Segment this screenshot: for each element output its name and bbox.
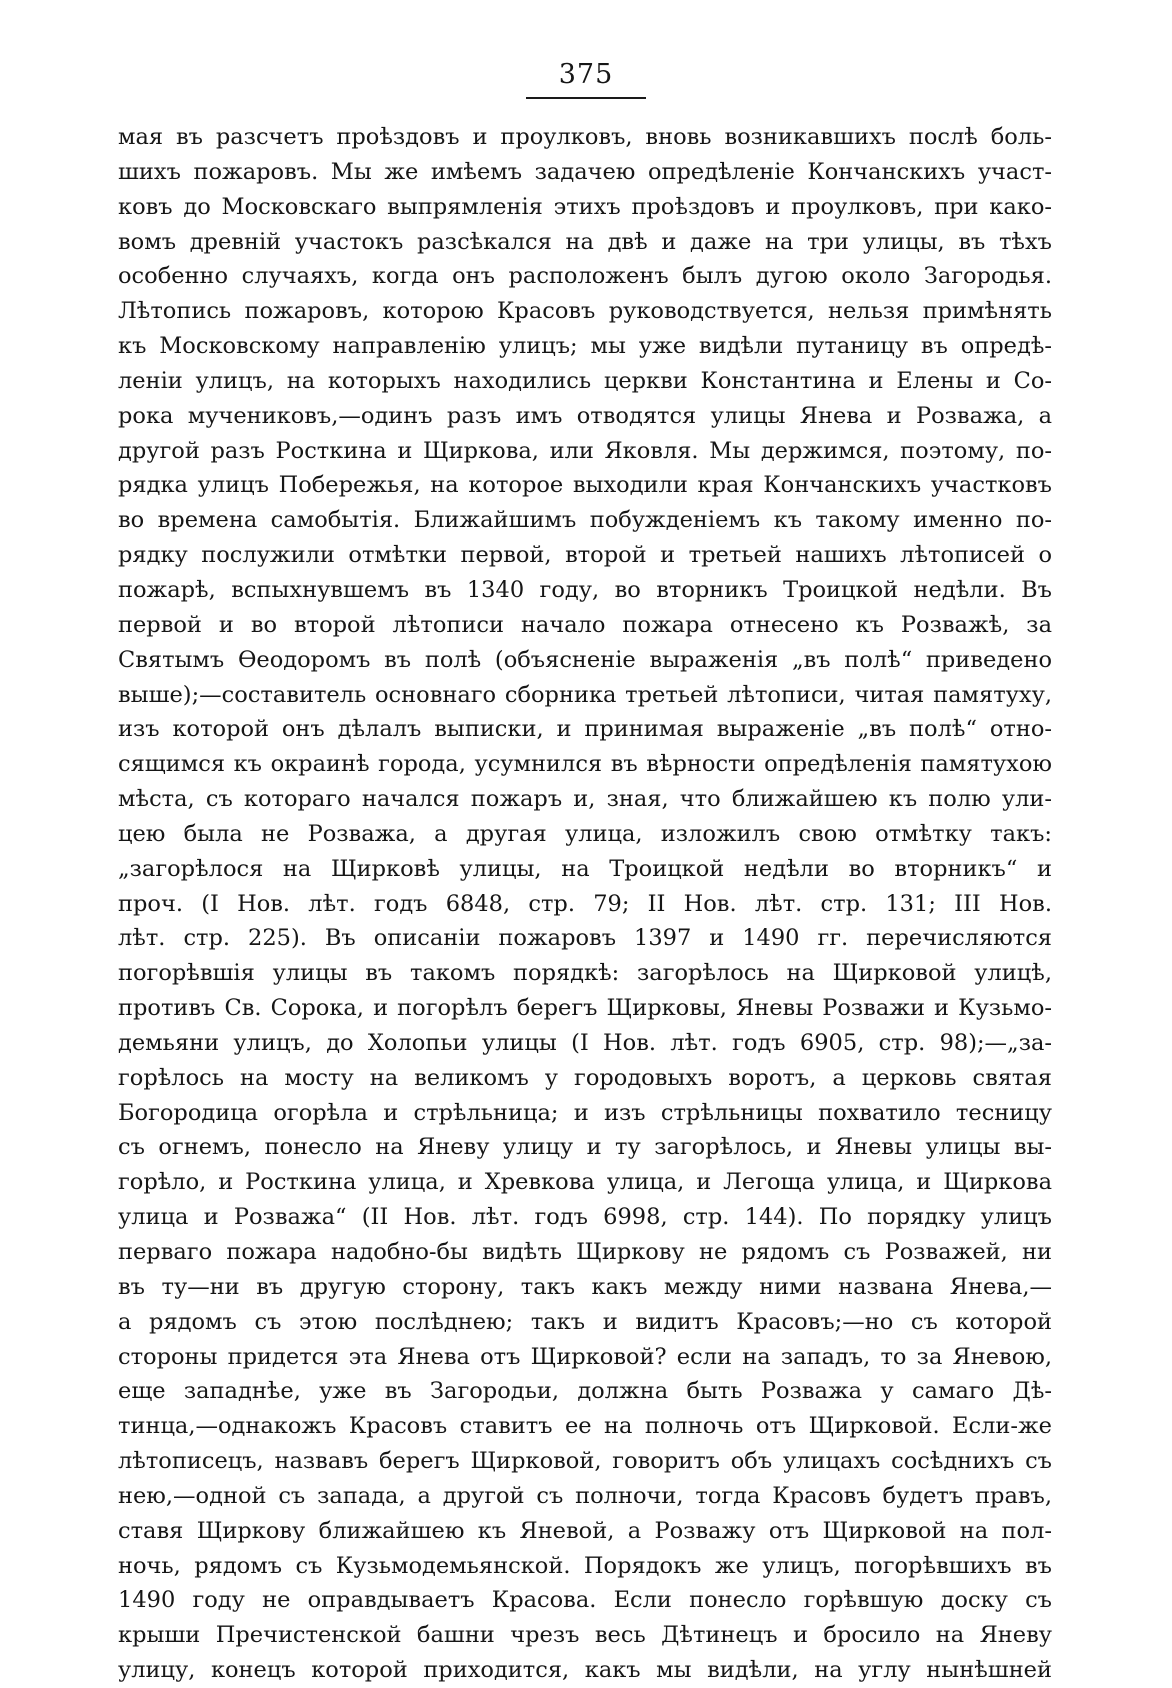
text-line: „загорѣлося на Щирковѣ улицы, на Троицкой недѣли во вторникъ“ и (118, 855, 1052, 882)
text-line: перваго пожара надобно-бы видѣть Щиркову не рядомъ съ Розважей, ни (118, 1239, 1052, 1265)
text-line: проч. (I Нов. лѣт. годъ 6848, стр. 79; II Нов. лѣт. стр. 131; III Нов. (118, 890, 1052, 917)
text-line: улицу, конецъ которой приходится, какъ мы видѣли, на углу нынѣшней (118, 1657, 1052, 1684)
text-line: рядка улицъ Побережья, на которое выходили края Кончанскихъ участковъ (118, 472, 1052, 499)
text-line: ставя Щиркову ближайшею къ Яневой, а Розважу отъ Щирковой на пол- (118, 1517, 1052, 1544)
text-line: шихъ пожаровъ. Мы же имѣемъ задачею опредѣленіе Кончанскихъ участ- (118, 158, 1052, 185)
text-line: рока мучениковъ,—одинъ разъ имъ отводятся улицы Янева и Розважа, а (118, 402, 1052, 429)
text-line: мѣста, съ котораго начался пожаръ и, зная, что ближайшею къ полю ули- (118, 786, 1052, 813)
text-line: съ огнемъ, понесло на Яневу улицу и ту загорѣлось, и Яневы улицы вы- (118, 1134, 1052, 1161)
text-line: противъ Св. Сорока, и погорѣлъ берегъ Щирковы, Яневы Розважи и Кузьмо- (118, 995, 1052, 1022)
text-line: горѣлось на мосту на великомъ у городовыхъ воротъ, а церковь святая (118, 1064, 1052, 1091)
text-line: ночь, рядомъ съ Кузьмодемьянской. Порядокъ же улицъ, погорѣвшихъ въ (118, 1552, 1052, 1579)
text-line: демьяни улицъ, до Холопьи улицы (I Нов. лѣт. годъ 6905, стр. 98);—„за- (118, 1029, 1052, 1056)
text-line: стороны придется эта Янева отъ Щирковой? если на западъ, то за Яневою, (118, 1343, 1052, 1370)
text-line: леніи улицъ, на которыхъ находились церкви Константина и Елены и Со- (118, 367, 1052, 394)
text-line: другой разъ Росткина и Щиркова, или Яковля. Мы держимся, поэтому, по- (118, 437, 1052, 464)
text-line: сящимся къ окраинѣ города, усумнился въ вѣрности опредѣленія памятухою (118, 751, 1052, 778)
text-line: лѣт. стр. 225). Въ описаніи пожаровъ 1397 и 1490 гг. перечисляются (118, 925, 1052, 952)
text-line: крыши Пречистенской башни чрезъ весь Дѣтинецъ и бросило на Яневу (118, 1622, 1052, 1649)
text-line: Лѣтопись пожаровъ, которою Красовъ руководствуется, нельзя примѣнять (118, 298, 1052, 325)
text-line: 1490 году не оправдываетъ Красова. Если понесло горѣвшую доску съ (118, 1587, 1052, 1614)
body-text (118, 120, 1052, 1688)
text-line: мая въ разсчетъ проѣздовъ и проулковъ, вновь возникавшихъ послѣ боль- (118, 124, 1052, 150)
page-number-rule (526, 97, 646, 99)
text-line: изъ которой онъ дѣлалъ выписки, и принимая выраженіе „въ полѣ“ отно- (118, 716, 1052, 743)
page-number: 375 (558, 59, 614, 90)
text-line: первой и во второй лѣтописи начало пожара отнесено къ Розважѣ, за (118, 611, 1052, 638)
text-line: лѣтописецъ, назвавъ берегъ Щирковой, говоритъ объ улицахъ сосѣднихъ съ (118, 1448, 1052, 1475)
text-line: цею была не Розважа, а другая улица, изложилъ свою отмѣтку такъ: (118, 820, 1052, 847)
text-line: горѣло, и Росткина улица, и Хревкова улица, и Легоща улица, и Щиркова (118, 1169, 1052, 1196)
text-line: пожарѣ, вспыхнувшемъ въ 1340 году, во вторникъ Троицкой недѣли. Въ (118, 576, 1052, 603)
text-line: погорѣвшія улицы въ такомъ порядкѣ: загорѣлось на Щирковой улицѣ, (118, 960, 1052, 987)
text-line: Святымъ Ѳеодоромъ въ полѣ (объясненіе выраженія „въ полѣ“ приведено (118, 646, 1052, 673)
text-line: выше);—составитель основнаго сборника третьей лѣтописи, читая памятуху, (118, 681, 1052, 708)
text-line: ковъ до Московскаго выпрямленія этихъ проѣздовъ и проулковъ, при како- (118, 193, 1052, 220)
text-line: рядку послужили отмѣтки первой, второй и третьей нашихъ лѣтописей о (118, 542, 1052, 569)
text-line: еще западнѣе, уже въ Загородьи, должна быть Розважа у самаго Дѣ- (118, 1378, 1052, 1405)
text-line: тинца,—однакожъ Красовъ ставитъ ее на полночь отъ Щирковой. Если-же (118, 1413, 1052, 1440)
text-line: нею,—одной съ запада, а другой съ полночи, тогда Красовъ будетъ правъ, (118, 1482, 1052, 1509)
text-line: во времена самобытія. Ближайшимъ побужденіемъ къ такому именно по- (118, 507, 1052, 534)
text-line: улица и Розважа“ (II Нов. лѣт. годъ 6998, стр. 144). По порядку улицъ (118, 1204, 1052, 1231)
text-line: а рядомъ съ этою послѣднею; такъ и видитъ Красовъ;—но съ которой (118, 1308, 1052, 1335)
text-line: вомъ древній участокъ разсѣкался на двѣ и даже на три улицы, въ тѣхъ (118, 228, 1052, 255)
text-line: къ Московскому направленію улицъ; мы уже видѣли путаницу въ опредѣ- (118, 333, 1052, 360)
text-line: особенно случаяхъ, когда онъ расположенъ былъ дугою около Загородья. (118, 263, 1052, 290)
text-line: Богородица огорѣла и стрѣльница; и изъ стрѣльницы похватило тесницу (118, 1099, 1052, 1126)
text-line: въ ту—ни въ другую сторону, такъ какъ между ними названа Янева,— (118, 1273, 1052, 1300)
